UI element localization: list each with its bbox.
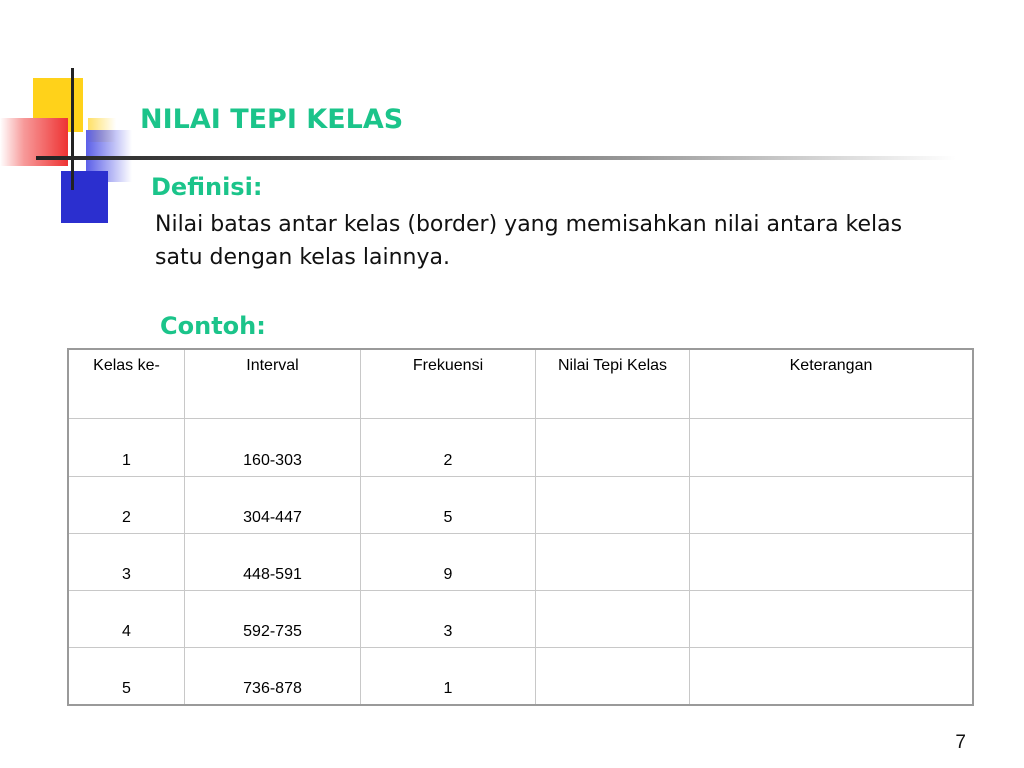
cell-nilai-tepi	[536, 419, 690, 477]
example-heading: Contoh:	[160, 312, 266, 340]
table-row	[69, 534, 973, 591]
header-keterangan: Keterangan	[690, 350, 973, 419]
cell-frekuensi: 9	[361, 534, 536, 591]
cell-kelas: 5	[69, 648, 185, 705]
cell-nilai-tepi	[536, 477, 690, 534]
header-frekuensi: Frekuensi	[361, 350, 536, 419]
definition-text: Nilai batas antar kelas (border) yang memisahkan nilai antara kelas satu dengan kelas lainnya.	[155, 212, 903, 270]
cell-keterangan	[690, 591, 973, 648]
cell-frekuensi: 5	[361, 477, 536, 534]
cell-interval: 592-735	[185, 591, 361, 648]
cell-nilai-tepi	[536, 591, 690, 648]
table-row	[69, 648, 973, 705]
header-nilai-tepi-kelas: Nilai Tepi Kelas	[536, 350, 690, 419]
cell-nilai-tepi	[536, 534, 690, 591]
cell-keterangan	[690, 419, 973, 477]
class-boundary-table	[68, 349, 973, 705]
table-row	[69, 477, 973, 534]
cell-keterangan	[690, 477, 973, 534]
page-number: 7	[955, 732, 966, 753]
cell-nilai-tepi	[536, 648, 690, 705]
header-kelas-ke: Kelas ke-	[69, 350, 185, 419]
header-interval: Interval	[185, 350, 361, 419]
slide-title: NILAI TEPI KELAS	[140, 104, 404, 135]
table-header-row	[69, 350, 973, 419]
cell-kelas: 1	[69, 419, 185, 477]
cell-frekuensi: 1	[361, 648, 536, 705]
cell-keterangan	[690, 648, 973, 705]
cell-kelas: 2	[69, 477, 185, 534]
cell-kelas: 4	[69, 591, 185, 648]
cell-interval: 736-878	[185, 648, 361, 705]
table-row	[69, 419, 973, 477]
decor-blue-square	[61, 171, 108, 223]
table-row	[69, 591, 973, 648]
cell-frekuensi: 2	[361, 419, 536, 477]
cell-frekuensi: 3	[361, 591, 536, 648]
cell-kelas: 3	[69, 534, 185, 591]
cell-interval: 304-447	[185, 477, 361, 534]
cell-interval: 448-591	[185, 534, 361, 591]
cell-interval: 160-303	[185, 419, 361, 477]
decor-vertical-line	[71, 68, 74, 190]
cell-keterangan	[690, 534, 973, 591]
decor-horizontal-line	[36, 156, 956, 160]
definition-heading: Definisi:	[151, 173, 263, 201]
